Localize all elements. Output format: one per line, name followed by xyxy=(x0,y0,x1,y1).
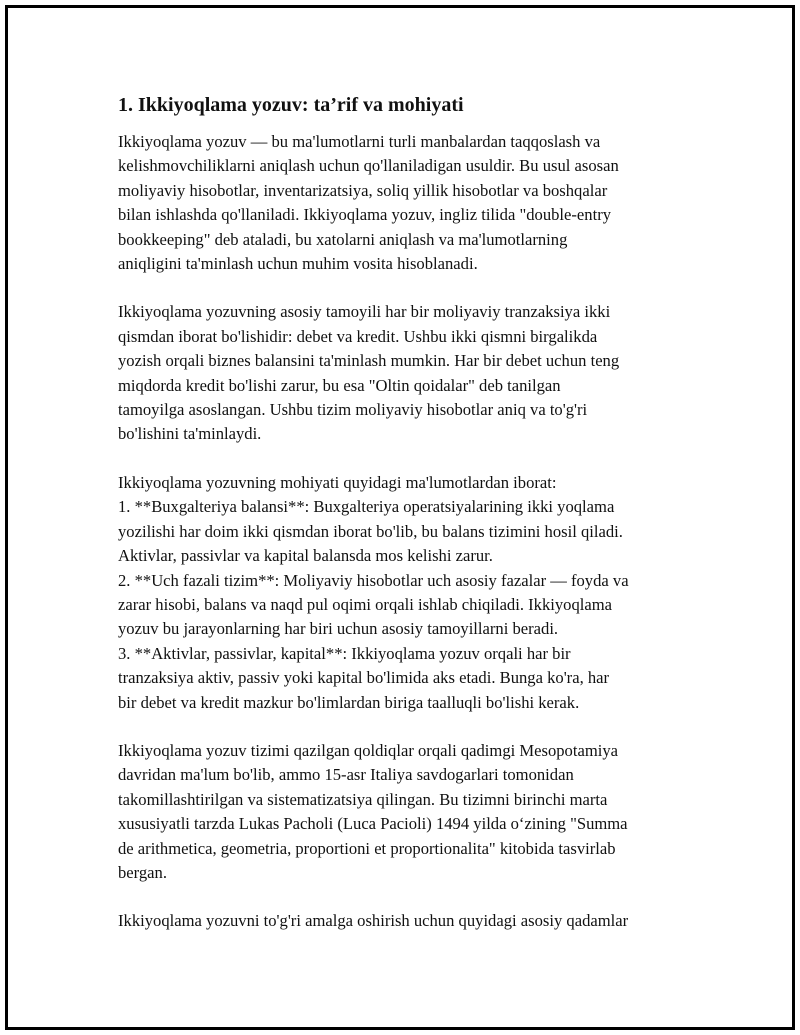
paragraph-principle xyxy=(118,300,698,446)
text-line: xususiyatli tarzda Lukas Pacholi (Luca Pacioli) 1494 yilda o‘zining "Summa xyxy=(118,814,628,834)
text-line: yozuv bu jarayonlarning har biri uchun asosiy tamoyillarni beradi. xyxy=(118,619,559,639)
text-line: davridan ma'lum bo'lib, ammo 15-asr Italiya savdogarlari tomonidan xyxy=(118,765,574,785)
text-line: yozilishi har doim ikki qismdan iborat bo'lib, bu balans tizimini hosil qiladi. xyxy=(118,521,623,541)
text-line: Ikkiyoqlama yozuvning mohiyati quyidagi ma'lumotlardan iborat: xyxy=(118,472,557,492)
text-line: moliyaviy hisobotlar, inventarizatsiya, soliq yillik hisobotlar va boshqalar xyxy=(118,180,608,200)
text-line: bilan ishlashda qo'llaniladi. Ikkiyoqlama yozuv, ingliz tilida "double-entry xyxy=(118,205,612,225)
document-body xyxy=(118,92,698,958)
list-item-line: 3. **Aktivlar, passivlar, kapital**: Ikkiyoqlama yozuv orqali har bir xyxy=(118,643,571,663)
text-line: bo'lishini ta'minlaydi. xyxy=(118,424,262,444)
list-item-line: 1. **Buxgalteriya balansi**: Buxgalteriya operatsiyalarining ikki yoqlama xyxy=(118,497,615,517)
paragraph-essence-list xyxy=(118,471,698,715)
text-line: tamoyilga asoslangan. Ushbu tizim moliyaviy hisobotlar aniq va to'g'ri xyxy=(118,400,588,420)
paragraph-definition xyxy=(118,130,698,276)
text-line: Ikkiyoqlama yozuvni to'g'ri amalga oshirish uchun quyidagi asosiy qadamlar xyxy=(118,911,629,931)
text-line: takomillashtirilgan va sistematizatsiya qilingan. Bu tizimni birinchi marta xyxy=(118,789,608,809)
text-line: qismdan iborat bo'lishidir: debet va kredit. Ushbu ikki qismni birgalikda xyxy=(118,326,598,346)
text-line: kelishmovchiliklarni aniqlash uchun qo'llaniladigan usuldir. Bu usul asosan xyxy=(118,156,619,176)
text-line: bergan. xyxy=(118,862,167,882)
text-line: de arithmetica, geometria, proportioni et proportionalita" kitobida tasvirlab xyxy=(118,838,616,858)
paragraph-steps-intro xyxy=(118,909,698,933)
text-line: Aktivlar, passivlar va kapital balansda mos kelishi zarur. xyxy=(118,546,493,566)
text-line: bookkeeping" deb ataladi, bu xatolarni aniqlash va ma'lumotlarning xyxy=(118,229,568,249)
text-line: Ikkiyoqlama yozuv tizimi qazilgan qoldiqlar orqali qadimgi Mesopotamiya xyxy=(118,740,619,760)
text-line: zarar hisobi, balans va naqd pul oqimi orqali ishlab chiqiladi. Ikkiyoqlama xyxy=(118,594,613,614)
text-line: tranzaksiya aktiv, passiv yoki kapital bo'limida aks etadi. Bunga ko'ra, har xyxy=(118,668,610,688)
text-line: miqdorda kredit bo'lishi zarur, bu esa "Oltin qoidalar" deb tanilgan xyxy=(118,375,561,395)
paragraph-history xyxy=(118,739,698,885)
text-line: Ikkiyoqlama yozuv — bu ma'lumotlarni turli manbalardan taqqoslash va xyxy=(118,132,601,151)
list-item-line: 2. **Uch fazali tizim**: Moliyaviy hisobotlar uch asosiy fazalar — foyda va xyxy=(118,570,629,590)
text-line: yozish orqali biznes balansini ta'minlash mumkin. Har bir debet uchun teng xyxy=(118,351,620,371)
text-line: aniqligini ta'minlash uchun muhim vosita hisoblanadi. xyxy=(118,254,478,274)
text-line: bir debet va kredit mazkur bo'limlardan biriga taalluqli bo'lishi kerak. xyxy=(118,692,580,712)
text-line: Ikkiyoqlama yozuvning asosiy tamoyili har bir moliyaviy tranzaksiya ikki xyxy=(118,302,611,322)
section-heading: 1. Ikkiyoqlama yozuv: ta’rif va mohiyati xyxy=(118,94,464,116)
